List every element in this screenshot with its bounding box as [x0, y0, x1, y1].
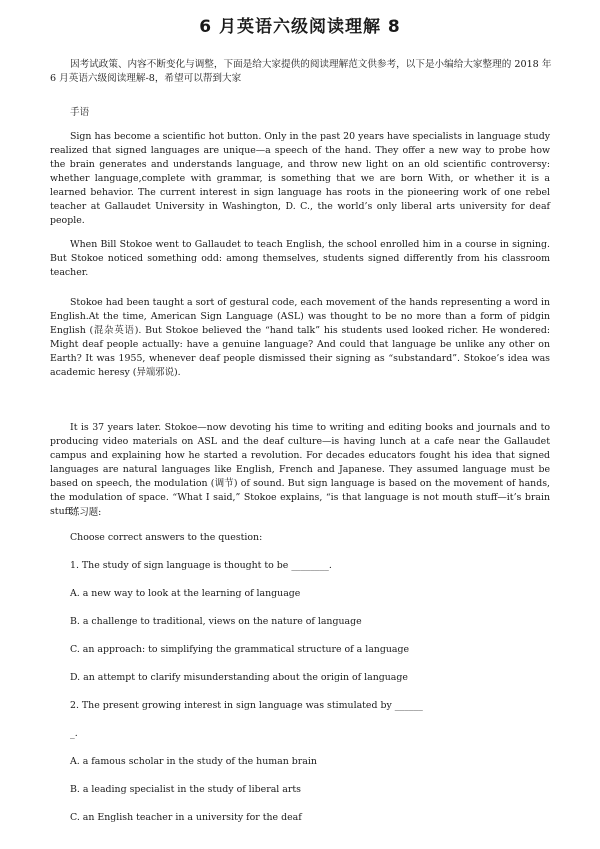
paragraph-2: When Bill Stokoe went to Gallaudet to teach English, the school enrolled him in a course in signing. But Stokoe noticed something odd: among themselves, students signed differently from his classroom teacher.: [50, 239, 550, 278]
paragraph-4: It is 37 years later. Stokoe—now devoting his time to writing and editing books and journals and to producing video materials on ASL and the deaf culture—is having lunch at a cafe near the Gallaudet campus and explaining how he started a revolution. For decades educators fought his idea that signed languages are natural languages like English, French and Japanese. They assumed language must be based on speech, the modulation (调节) of sound. But sign language is based on the movement of hands, the modulation of space. “What I said,” Stokoe explains, “is that language is not mouth stuff—it’s brain stuff.”: [50, 422, 550, 517]
intro-text: 因考试政策、内容不断变化与调整，下面是给大家提供的阅读理解范文供参考，以下是小编给大家整理的 2018 年 6 月英语六级阅读理解-8，希望可以帮到大家: [50, 59, 552, 84]
question-2-stem-cont: _.: [70, 728, 78, 739]
question-1-option-a: A. a new way to look at the learning of language: [70, 588, 301, 599]
question-2-option-b: B. a leading specialist in the study of liberal arts: [70, 784, 301, 795]
question-2-stem: 2. The present growing interest in sign language was stimulated by ______: [70, 700, 423, 711]
paragraph-1: Sign has become a scientific hot button. Only in the past 20 years have specialists in language study realized that signed languages are unique—a speech of the hand. They offer a new way to probe how the brain generates and understands language, and throw new light on an old scientific controversy: whether language,complete with grammar, is something that we are born With, or whether it is a learned behavior. The current interest in sign language has roots in the pioneering work of one rebel teacher at Gallaudet University in Washington, D. C., the world’s only liberal arts university for deaf people.: [50, 131, 550, 226]
paragraph-3: Stokoe had been taught a sort of gestural code, each movement of the hands representing a word in English.At the time, American Sign Language (ASL) was thought to be no more than a form of pidgin English (混杂英语). But Stokoe believed the “hand talk” his students used looked richer. He wondered: Might deaf people actually: have a genuine language? And could that language be unlike any other on Earth? It was 1955, whenever deaf people dismissed their signing as “substandard”. Stokoe’s idea was academic heresy (异端邪说).: [50, 297, 550, 378]
question-1-option-b: B. a challenge to traditional, views on the nature of language: [70, 616, 362, 627]
exercise-label: 练习题:: [70, 507, 102, 518]
document-title: 6 月英语六级阅读理解 8: [199, 17, 401, 37]
question-1-stem: 1. The study of sign language is thought to be ________.: [70, 560, 332, 571]
question-2-option-c: C. an English teacher in a university for the deaf: [70, 812, 302, 823]
section-label: 手语: [70, 107, 90, 118]
instruction: Choose correct answers to the question:: [70, 532, 263, 543]
question-1-option-c: C. an approach: to simplifying the grammatical structure of a language: [70, 644, 410, 655]
question-1-option-d: D. an attempt to clarify misunderstanding about the origin of language: [70, 672, 408, 683]
question-2-option-a: A. a famous scholar in the study of the human brain: [70, 756, 317, 767]
